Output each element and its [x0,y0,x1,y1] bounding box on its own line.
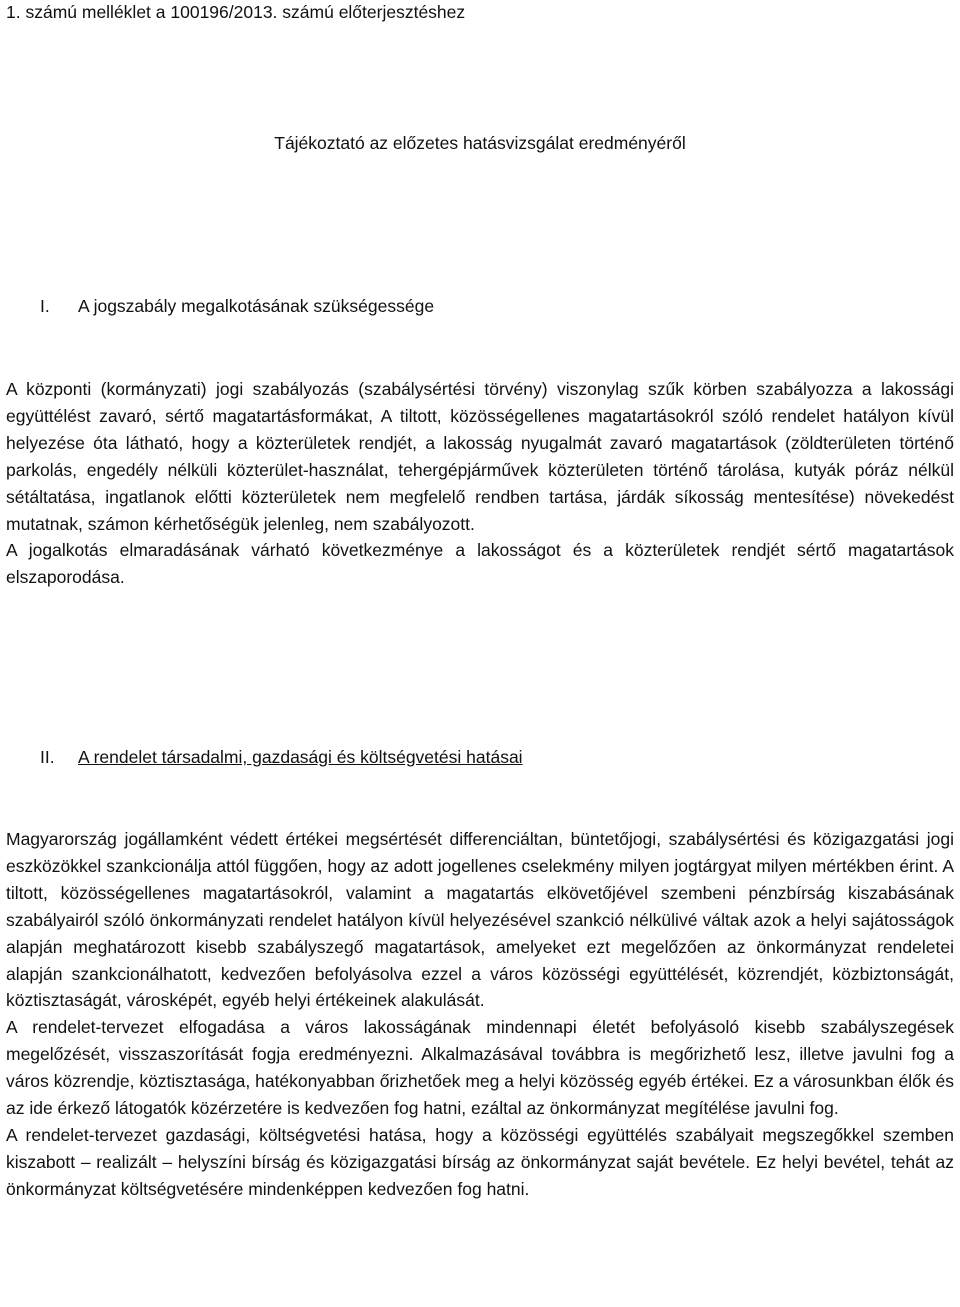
section-1-body [6,376,954,591]
section-1-heading [40,295,434,317]
section-1-number: I. [40,296,50,316]
document-header: 1. számú melléklet a 100196/2013. számú előterjesztéshez [6,2,466,22]
section-2-heading [40,746,523,768]
section-1-title: A jogszabály megalkotásának szükségessége [78,296,435,316]
section-1-paragraph: A központi (kormányzati) jogi szabályozás (szabálysértési törvény) viszonylag szűk körben szabályozza a lakossági együttélést zavaró, sértő magatartásformákat, A tiltott, közösségellenes magatartásokról szóló rendelet hatályon kívül helyezése óta látható, hogy a közterületek rendjét, a lakosság nyugalmát zavaró magatartások (zöldterületen történő parkolás, engedély nélküli közterület-használat, tehergépjárművek közterületen történő tárolása, kutyák póráz nélkül sétáltatása, ingatlanok előtti közterületek nem megfelelő rendben tartása, járdák síkosság mentesítése) növekedést mutatnak, számon kérhetőségük jelenleg, nem szabályozott. [6,379,954,534]
section-1-paragraph: A jogalkotás elmaradásának várható következménye a lakosságot és a közterületek rendjét sértő magatartások elszaporodása. [6,540,954,588]
section-2-number: II. [40,747,55,767]
section-2-body [6,826,954,1203]
section-2-paragraph: A rendelet-tervezet elfogadása a város lakosságának mindennapi életét befolyásoló kisebb szabályszegések megelőzését, visszaszorítását fogja eredményezni. Alkalmazásával továbbra is megőrizhető lesz, illetve javulni fog a város közrendje, köztisztasága, hatékonyabban őrizhetőek meg a helyi közösség egyéb értékei. Ez a városunkban élők és az ide érkező látogatók közérzetére is kedvezően fog hatni, ezáltal az önkormányzat megítélése javulni fog. [6,1017,954,1119]
section-2-paragraph: Magyarország jogállamként védett értékei megsértését differenciáltan, büntetőjogi, szabálysértési és közigazgatási jogi eszközökkel szankcionálja attól függően, hogy az adott jogellenes cselekmény milyen jogtárgyat milyen mértékben érint. A tiltott, közösségellenes magatartásokról, valamint a magatartás elkövetőjével szembeni pénzbírság kiszabásának szabályairól szóló önkormányzati rendelet hatályon kívül helyezésével szankció nélkülivé váltak azok a helyi sajátosságok alapján meghatározott kisebb szabályszegő magatartások, amelyeket ezt megelőzően az önkormányzat rendeletei alapján szankcionálhatott, kedvezően befolyásolva ezzel a város közösségi együttélését, közrendjét, közbiztonságát, köztisztaságát, városképét, egyéb helyi értékeinek alakulását. [6,829,954,1011]
section-2-paragraph: A rendelet-tervezet gazdasági, költségvetési hatása, hogy a közösségi együttélés szabályait megszegőkkel szemben kiszabott – realizált – helyszíni bírság és közigazgatási bírság az önkormányzat saját bevétele. Ez helyi bevétel, tehát az önkormányzat költségvetésére mindenképpen kedvezően fog hatni. [6,1124,954,1199]
document-title: Tájékoztató az előzetes hatásvizsgálat eredményéről [274,133,686,153]
section-2-title: A rendelet társadalmi, gazdasági és költségvetési hatásai [78,747,523,767]
